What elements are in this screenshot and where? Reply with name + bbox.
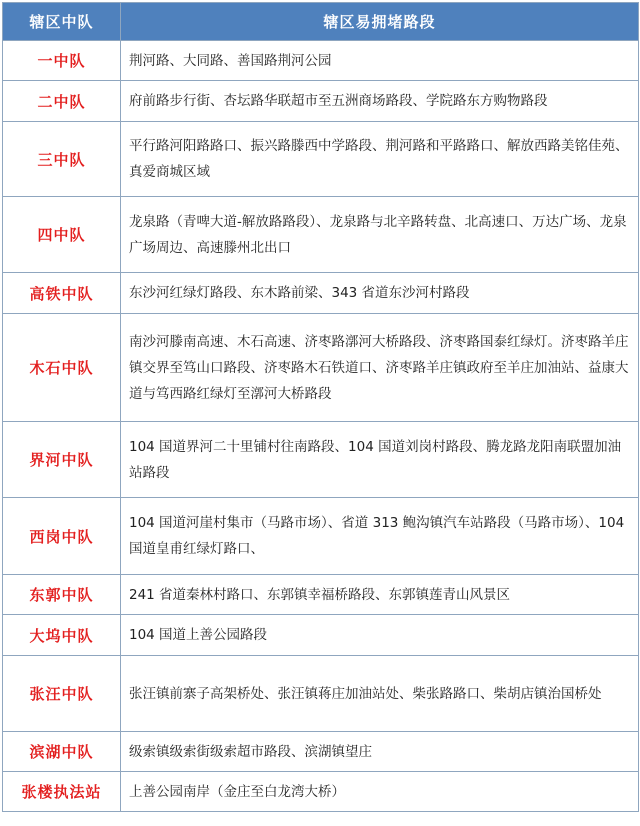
table-header bbox=[3, 3, 639, 41]
team-cell: 四中队 bbox=[3, 197, 121, 273]
roads-cell: 级索镇级索街级索超市路段、滨湖镇望庄 bbox=[121, 732, 639, 772]
table-row bbox=[3, 122, 639, 197]
table-row bbox=[3, 41, 639, 81]
table-row bbox=[3, 575, 639, 615]
table-body bbox=[3, 41, 639, 812]
table-row bbox=[3, 422, 639, 498]
table-row bbox=[3, 197, 639, 273]
team-cell: 西岗中队 bbox=[3, 498, 121, 575]
table-row bbox=[3, 81, 639, 122]
roads-cell: 104 国道界河二十里铺村往南路段、104 国道刘岗村路段、腾龙路龙阳南联盟加油站路段 bbox=[121, 422, 639, 498]
header-row bbox=[3, 3, 639, 41]
roads-cell: 平行路河阳路路口、振兴路滕西中学路段、荆河路和平路路口、解放西路美铭佳苑、真爱商城区域 bbox=[121, 122, 639, 197]
team-cell: 一中队 bbox=[3, 41, 121, 81]
header-roads: 辖区易拥堵路段 bbox=[121, 3, 639, 41]
roads-cell: 上善公园南岸（金庄至白龙湾大桥） bbox=[121, 772, 639, 812]
roads-cell: 东沙河红绿灯路段、东木路前梁、343 省道东沙河村路段 bbox=[121, 273, 639, 314]
team-cell: 三中队 bbox=[3, 122, 121, 197]
team-cell: 张汪中队 bbox=[3, 656, 121, 732]
team-cell: 滨湖中队 bbox=[3, 732, 121, 772]
team-cell: 木石中队 bbox=[3, 314, 121, 422]
header-team: 辖区中队 bbox=[3, 3, 121, 41]
team-cell: 张楼执法站 bbox=[3, 772, 121, 812]
table-row bbox=[3, 314, 639, 422]
roads-cell: 104 国道上善公园路段 bbox=[121, 615, 639, 656]
congestion-table bbox=[2, 2, 639, 812]
table-row bbox=[3, 732, 639, 772]
table-row bbox=[3, 772, 639, 812]
table-row bbox=[3, 498, 639, 575]
roads-cell: 府前路步行街、杏坛路华联超市至五洲商场路段、学院路东方购物路段 bbox=[121, 81, 639, 122]
table-row bbox=[3, 656, 639, 732]
roads-cell: 龙泉路（青啤大道-解放路路段）、龙泉路与北辛路转盘、北高速口、万达广场、龙泉广场周边、高速滕州北出口 bbox=[121, 197, 639, 273]
team-cell: 高铁中队 bbox=[3, 273, 121, 314]
table-row bbox=[3, 615, 639, 656]
table-row bbox=[3, 273, 639, 314]
team-cell: 界河中队 bbox=[3, 422, 121, 498]
roads-cell: 南沙河滕南高速、木石高速、济枣路漷河大桥路段、济枣路国泰红绿灯。济枣路羊庄镇交界至笃山口路段、济枣路木石铁道口、济枣路羊庄镇政府至羊庄加油站、益康大道与笃西路红绿灯至漷河大桥路段 bbox=[121, 314, 639, 422]
team-cell: 东郭中队 bbox=[3, 575, 121, 615]
roads-cell: 104 国道河崖村集市（马路市场）、省道 313 鲍沟镇汽车站路段（马路市场）、104 国道皇甫红绿灯路口、 bbox=[121, 498, 639, 575]
roads-cell: 张汪镇前寨子高架桥处、张汪镇蒋庄加油站处、柴张路路口、柴胡店镇治国桥处 bbox=[121, 656, 639, 732]
team-cell: 大坞中队 bbox=[3, 615, 121, 656]
roads-cell: 241 省道秦林村路口、东郭镇幸福桥路段、东郭镇莲青山风景区 bbox=[121, 575, 639, 615]
roads-cell: 荆河路、大同路、善国路荆河公园 bbox=[121, 41, 639, 81]
team-cell: 二中队 bbox=[3, 81, 121, 122]
